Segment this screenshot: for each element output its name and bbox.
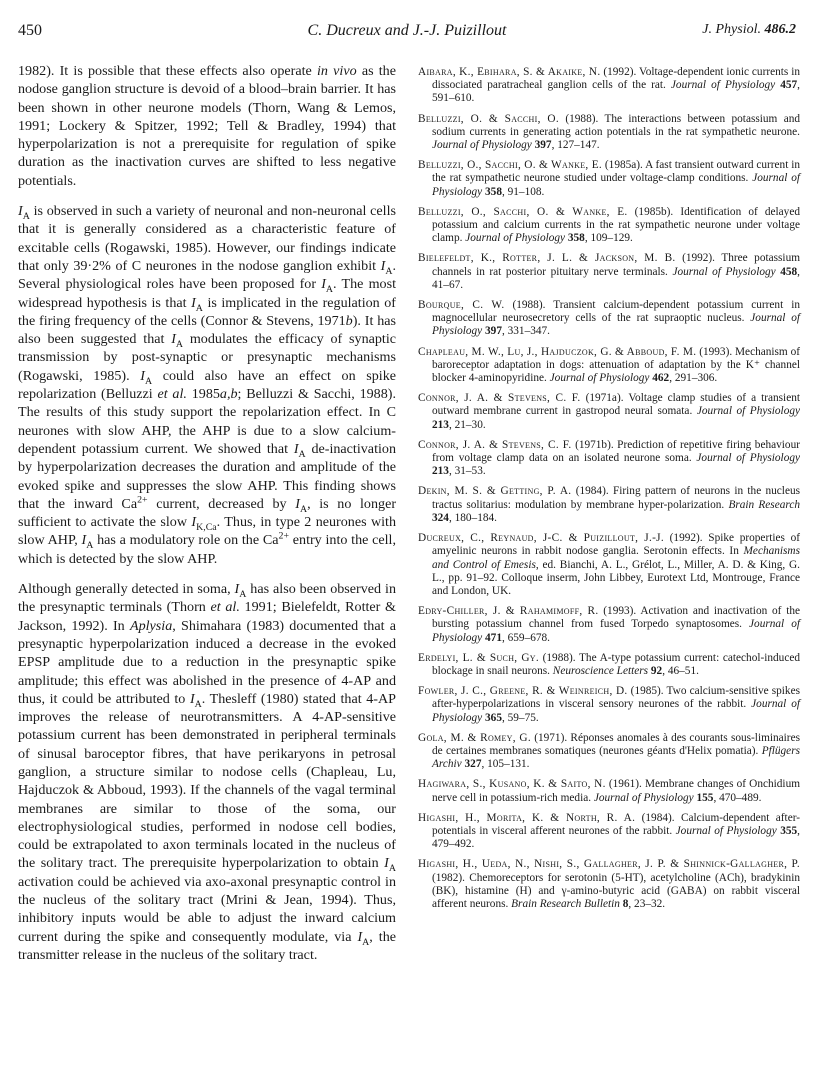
reference-volume: 457 <box>775 79 798 92</box>
reference-title: Firing pattern of neurons in the nucleus tractus solitarius: modulation by membrane hyper-polarization. <box>432 485 801 511</box>
reference-year: (1984). <box>635 811 681 824</box>
reference-entry <box>418 252 800 292</box>
reference-entry <box>418 532 800 598</box>
reference-pages: , 291–306. <box>669 372 718 385</box>
reference-pages: , 105–131. <box>481 758 530 771</box>
reference-authors: Belluzzi, O. & Sacchi, O. <box>418 112 559 125</box>
reference-entry <box>418 812 800 852</box>
reference-entry <box>418 685 800 725</box>
text-run: Although generally detected in soma, <box>18 581 235 598</box>
reference-title: Identification of delayed potassium and calcium currents in the rat sympathetic neurone under voltage clamp. <box>432 205 800 245</box>
text-run: et al. <box>210 599 240 616</box>
reference-volume: 324 <box>432 511 449 524</box>
text-run: is implicated in the regulation of the firing frequency of the cells (Connor & Stevens, 1971 <box>18 294 396 329</box>
text-run: A <box>144 375 153 387</box>
reference-journal: Pflügers Archiv <box>432 744 800 771</box>
text-run: et al. <box>157 386 187 403</box>
reference-title: Activation and inactivation of the bursting potassium channel from fused Torpedo synaptosomes. <box>432 605 800 631</box>
reference-year: (1971a). <box>580 392 629 405</box>
reference-authors: Belluzzi, O., Sacchi, O. & Wanke, E. <box>418 159 603 172</box>
reference-year: (1971). <box>530 731 571 744</box>
journal-name: J. Physiol. <box>702 22 761 37</box>
reference-volume: 358 <box>482 185 502 198</box>
reference-journal: Journal of Physiology <box>593 791 694 804</box>
reference-authors: Hagiwara, S., Kusano, K. & Saito, N. <box>418 778 606 791</box>
reference-title: Membrane changes of Onchidium nerve cell in potassium-rich media. <box>432 778 801 804</box>
journal-volume: 486.2 <box>764 22 796 37</box>
text-run: 1982). It is possible that these effects also operate <box>18 63 317 79</box>
reference-journal: Brain Research Bulletin <box>511 897 620 910</box>
text-run: I <box>191 514 197 531</box>
reference-entry <box>418 605 800 645</box>
text-run: A <box>362 936 370 948</box>
body-text-column <box>18 62 396 976</box>
reference-pages: , 659–678. <box>501 631 550 644</box>
text-run: A <box>299 503 308 515</box>
text-run: ). It has also been suggested that <box>18 312 397 348</box>
reference-authors: Ducreux, C., Reynaud, J-C. & Puizillout, J.-J. <box>418 532 664 545</box>
reference-year: (1992). <box>675 252 722 265</box>
reference-authors: Gola, M. & Romey, G. <box>418 731 531 744</box>
reference-authors: Higashi, H., Morita, K. & North, R. A. <box>418 811 636 824</box>
reference-volume: 458 <box>775 265 798 278</box>
reference-journal: Mechanisms and Control of Emesis <box>432 545 800 571</box>
reference-year: (1993). <box>696 345 736 358</box>
reference-title: Spike properties of amyelinic neurons in rabbit nodose ganglia. Serotonin effects. In <box>432 532 800 558</box>
text-run: 1985 <box>186 386 220 403</box>
reference-journal: Journal of Physiology <box>670 79 776 92</box>
reference-volume: 213 <box>432 418 449 431</box>
reference-year: (1971b). <box>571 438 618 451</box>
reference-pages: , ed. Bianchi, A. L., Grélot, L., Miller, A. D. & King, G. L., pp. 91–92. Colloque inserm, John Libbey, Eurotext Ltd, Montrouge, France and London, UK. <box>432 558 800 597</box>
reference-volume: 355 <box>776 824 798 837</box>
reference-pages: , 91–108. <box>501 185 545 198</box>
text-run: A <box>239 588 247 600</box>
paragraph-2 <box>18 202 396 568</box>
text-run: activation could be achieved via axo-axonal presynaptic control in the nucleus of the solitary tract (Mrini & Jean, 1994). Thus, inhibitory inputs would be able to adjust the inward calcium current during the spike and consequently modulate, via <box>18 873 396 945</box>
text-run: I <box>191 294 196 311</box>
reference-pages: , 127–147. <box>551 139 600 152</box>
reference-year: (1985). <box>627 685 667 698</box>
text-run: I <box>295 495 300 512</box>
reference-entry <box>418 113 800 153</box>
reference-entry <box>418 66 800 106</box>
reference-journal: Journal of Physiology <box>432 172 800 198</box>
text-run: I <box>234 581 240 598</box>
reference-journal: Journal of Physiology <box>465 232 566 245</box>
text-run: I <box>18 203 23 220</box>
reference-entry <box>418 485 800 525</box>
text-run: 1991; Bielefeldt, Rotter & Jackson, 1992). In <box>18 599 397 634</box>
reference-title: Chemoreceptors for serotonin (5-HT), acetylcholine (ACh), bradykinin (BK), histamine (H) and γ-amino-butyric acid (GABA) on rabbit visceral afferent neurons. <box>432 871 800 910</box>
reference-authors: Bielefeldt, K., Rotter, J. L. & Jackson, M. B. <box>418 252 676 265</box>
reference-pages: , 109–129. <box>584 232 633 245</box>
reference-journal: Journal of Physiology <box>432 698 800 724</box>
text-run: modulates the efficacy of synaptic transmission by post-synaptic or presynaptic mechanisms (Rogawski, 1985). <box>18 331 396 384</box>
reference-year: (1982). <box>432 871 470 884</box>
reference-pages: , 31–53. <box>448 465 486 478</box>
reference-journal: Journal of Physiology <box>432 312 801 338</box>
page-header <box>18 22 796 44</box>
text-run: I <box>384 855 389 872</box>
reference-title: Mechanism of baroreceptor adaptation in dogs: attenuation of adaptation by the K⁺ channel blocker 4-aminopyridine. <box>432 345 800 385</box>
reference-authors: Belluzzi, O., Sacchi, O. & Wanke, E. <box>418 205 628 218</box>
text-run: . Several physiological roles have been proposed for <box>18 257 396 293</box>
reference-pages: , 41–67. <box>432 265 800 291</box>
reference-year: (1993). <box>598 605 641 618</box>
text-run: entry into the cell, which is detected by the slow AHP. <box>18 532 396 567</box>
text-run: Aplysia <box>129 617 173 634</box>
reference-entry <box>418 346 800 386</box>
text-run: 2+ <box>278 530 290 542</box>
text-run: I <box>380 257 386 274</box>
reference-pages: , 591–610. <box>432 79 800 105</box>
text-run: A <box>86 540 94 552</box>
text-run: A <box>298 448 306 460</box>
reference-title: Voltage-dependent ionic currents in dissociated paratracheal ganglion cells of the rat. <box>432 66 800 92</box>
text-run: could also have an effect on spike repolarization (Belluzzi <box>18 367 397 403</box>
reference-year: (1985b). <box>627 205 681 218</box>
reference-title: Voltage clamp studies of a transient outward membrane current in gastropod neural somata. <box>432 392 801 418</box>
text-run: as the nodose ganglion structure is devoid of a blood–brain barrier. It has been shown in other neurone models (Thorn, Wang & Lemos, 1991; Lockery & Spitzer, 1992; Tell & Bradley, 1994) that hyperpolarization is not a prerequisite for regulation of spike duration as the inactivation curves are shifted to less negative potentials. <box>18 63 396 189</box>
reference-volume: 471 <box>482 631 502 644</box>
reference-title: Réponses anomales à des courants sous-liminaires de certaines membranes somatiques (neurones géants d'Helix pomatia). <box>432 731 800 757</box>
reference-year: (1961). <box>605 778 645 791</box>
reference-year: (1988). <box>504 299 554 312</box>
reference-volume: 8 <box>619 897 629 910</box>
journal-citation <box>702 22 796 38</box>
reference-pages: , 59–75. <box>501 711 539 724</box>
reference-entry <box>418 299 800 339</box>
reference-entry <box>418 652 800 678</box>
reference-year: (1988). <box>558 112 605 125</box>
text-run: , the transmitter release in the nucleus of the solitary tract. <box>18 928 397 963</box>
reference-pages: , 479–492. <box>432 824 800 851</box>
reference-entry <box>418 439 800 479</box>
reference-title: Three potassium channels in rat posterior pituitary nerve terminals. <box>432 252 801 278</box>
reference-title: Prediction of repetitive firing behaviour from voltage clamp data on an isolated neurone soma. <box>432 438 800 465</box>
text-run: A <box>385 265 393 277</box>
reference-volume: 365 <box>482 711 502 724</box>
reference-authors: Chapleau, M. W., Lu, J., Hajduczok, G. & Abboud, F. M. <box>418 345 697 358</box>
reference-entry <box>418 732 800 772</box>
reference-entry <box>418 778 800 804</box>
text-run: A <box>195 302 203 314</box>
reference-title: A fast transient outward current in the rat sympathetic neurone studied under voltage-clamp conditions. <box>432 159 801 185</box>
reference-pages: , 46–51. <box>662 664 699 677</box>
reference-entry <box>418 392 800 432</box>
reference-journal: Journal of Physiology <box>672 265 776 278</box>
reference-title: Calcium-dependent after-potentials in visceral afferent neurones of the rabbit. <box>432 811 801 837</box>
reference-journal: Journal of Physiology <box>549 372 650 385</box>
text-run: has a modulatory role on the Ca <box>93 532 279 549</box>
text-run: K,Ca <box>196 521 217 533</box>
reference-title: Two calcium-sensitive spikes after-hyperpolarizations in visceral sensory neurones of the rabbit. <box>432 685 800 711</box>
text-run: b <box>345 312 353 329</box>
reference-volume: 462 <box>649 372 670 385</box>
reference-authors: Higashi, H., Ueda, N., Nishi, S., Gallagher, J. P. & Shinnick-Gallagher, P. <box>418 858 800 871</box>
text-run: I <box>171 331 176 348</box>
reference-authors: Bourque, C. W. <box>418 299 505 312</box>
reference-title: Transient calcium-dependent potassium current in magnocellular neurosecretory cells of the rat supraoptic nucleus. <box>432 299 800 325</box>
reference-authors: Connor, J. A. & Stevens, C. F. <box>418 438 572 451</box>
text-run: . Thesleff (1980) stated that 4-AP improves the release of neurotransmitters. A 4-AP-sensitive potassium current has been demonstrated in peripheral terminals of sinusal baroceptor fibres, that have perikaryons in petrosal ganglion, a structure similar to nodose cells (Chapleau, Lu, Hajduczok & Abboud, 1993). If the channels of the vagal terminal membranes are similar to those of the soma, our electrophysiological studies, performed in nodose cell bodies, could be extrapolated to axon terminals located in the nucleus of the solitary tract. The prerequisite hyperpolarization to obtain <box>18 690 396 872</box>
text-run: I <box>189 690 195 707</box>
paragraph-1 <box>18 62 396 190</box>
references-column <box>418 66 800 918</box>
reference-list <box>418 66 800 911</box>
reference-volume: 397 <box>531 139 552 152</box>
text-run: A <box>388 863 396 875</box>
text-run: A <box>22 210 30 222</box>
reference-volume: 92 <box>648 664 663 677</box>
page-number: 450 <box>18 22 42 39</box>
text-run: . The most widespread hypothesis is that <box>18 276 396 311</box>
reference-year: (1985a). <box>602 159 646 172</box>
text-run: I <box>293 440 299 457</box>
reference-entry <box>418 206 800 246</box>
reference-volume: 155 <box>693 791 714 804</box>
text-run: I <box>357 928 363 945</box>
reference-journal: Neuroscience Letters <box>552 664 649 677</box>
reference-year: (1992). <box>663 532 709 545</box>
reference-year: (1992). <box>600 66 640 78</box>
reference-pages: , 21–30. <box>448 418 486 431</box>
text-run: I <box>140 367 145 384</box>
reference-pages: , 331–347. <box>501 325 550 338</box>
reference-title: The A-type potassium current: catechol-induced blockage in snail neurons. <box>432 651 801 677</box>
reference-pages: , 470–489. <box>713 791 762 804</box>
reference-title: The interactions between potassium and sodium currents in generating action potentials in the rat sympathetic neurone. <box>432 112 801 138</box>
text-run: A <box>175 338 184 350</box>
text-run: a,b <box>219 386 238 403</box>
text-run: , Shimahara (1983) documented that a presynaptic hyperpolarization induced a decrease in the evoked EPSP amplitude due to a reduction in the presynaptic spike amplitude; this effect was abolished in the presence of 4-AP and thus, it could be attributed to <box>18 617 396 707</box>
reference-authors: Dekin, M. S. & Getting, P. A. <box>418 485 572 498</box>
text-run: A <box>194 698 202 710</box>
text-run: ; Belluzzi & Sacchi, 1988). The results of this study support the repolarization effect. In C neurones with slow AHP, the AHP is due to a slow calcium-dependent potassium current. We showed that <box>18 386 396 457</box>
reference-authors: Aibara, K., Ebihara, S. & Akaike, N. <box>418 66 601 78</box>
text-run: I <box>321 276 326 293</box>
text-run: current, decreased by <box>147 495 296 512</box>
reference-authors: Connor, J. A. & Stevens, C. F. <box>418 392 581 405</box>
reference-journal: Journal of Physiology <box>696 452 801 465</box>
text-run: in vivo <box>316 63 357 79</box>
reference-journal: Journal of Physiology <box>432 139 532 152</box>
reference-authors: Erdelyi, L. & Such, Gy. <box>418 651 539 664</box>
text-run: is observed in such a variety of neuronal and non-neuronal cells that it is generally considered as a characteristic feature of excitable cells (Rogawski, 1985). However, our findings indicate that only 39·2% of C neurones in the nodose ganglion exhibit <box>18 203 396 274</box>
reference-volume: 327 <box>461 758 482 771</box>
text-run: de-inactivation by hyperpolarization decreases the duration and amplitude of the evoked spike and suppresses the slow AHP. This finding shows that the inward Ca <box>18 440 396 512</box>
reference-journal: Journal of Physiology <box>696 405 801 418</box>
reference-journal: Brain Research <box>728 498 800 511</box>
text-run: has also been observed in the presynaptic terminals (Thorn <box>18 581 396 616</box>
text-run: . Thus, in type 2 neurones with slow AHP, <box>18 514 397 549</box>
reference-pages: , 180–184. <box>448 511 497 524</box>
reference-pages: , 23–32. <box>628 897 666 910</box>
reference-entry <box>418 159 800 199</box>
running-authors: C. Ducreux and J.-J. Puizillout <box>307 22 507 39</box>
text-run: I <box>81 532 87 549</box>
reference-year: (1984). <box>571 485 613 498</box>
reference-journal: Journal of Physiology <box>432 618 800 644</box>
reference-volume: 358 <box>565 232 585 245</box>
reference-authors: Edry-Chiller, J. & Rahamimoff, R. <box>418 605 599 618</box>
reference-authors: Fowler, J. C., Greene, R. & Weinreich, D. <box>418 685 628 698</box>
reference-journal: Journal of Physiology <box>675 824 777 837</box>
reference-volume: 397 <box>482 325 502 338</box>
text-run: A <box>325 284 334 296</box>
text-run: 2+ <box>137 494 148 506</box>
paragraph-3 <box>18 580 396 964</box>
reference-year: (1988). <box>539 651 580 664</box>
text-run: , is no longer sufficient to activate the slow <box>18 495 397 531</box>
reference-volume: 213 <box>432 465 449 478</box>
reference-entry <box>418 858 800 911</box>
